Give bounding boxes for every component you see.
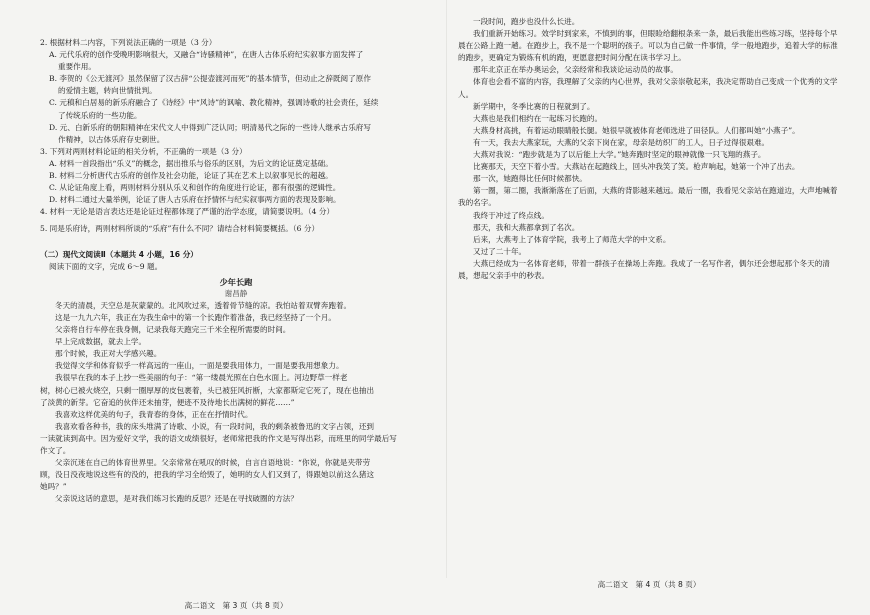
article-paragraph: 后来，大燕考上了体育学院，我考上了师范大学的中文系。 — [473, 234, 671, 244]
article-paragraph: 我们重新开始练习。效学时到家来，不慎到的事，但眼睑给翻根条来一条，最后我能出些练习练，坚持每个早晨在公路上跑一趟。在跑步上，我不是一个聪明的孩子。可以为自己做一件事情，学一般地跑步，追着大学的标准的跑步，更确定为锻炼有机的跑，更愿意把时间分配在读书学习上。 — [458, 29, 838, 63]
article-paragraph-cont: 顾，没日没夜地说这些有的没的，把我的学习全给毁了，她明的女人们又到了，得跟她以前这么猪这 — [40, 470, 375, 480]
article-paragraph: 第一圈，第二圈，我渐渐落在了后面，大燕的背影越来越远。最后一圈，我看见父亲站在跑道边，大声地喊着我的名字。 — [458, 186, 838, 208]
article-paragraph: 我喜欢看各种书，我的床头堆满了诗歌、小说，有一段时间，我的剩条被鲁迅的文字占领，还到 — [55, 421, 374, 431]
q3-option-c: C. 从论证角度上看，两则材料分别从乐义和创作的角度进行论证，都有很强的逻辑性。 — [49, 183, 341, 193]
q2-option-b-line1: B. 李贺的《公无渡河》虽然保留了汉古辞“公提壶渡河而死”的基本情节，但动止之辞既阅了原作 — [49, 74, 371, 84]
section-heading: （二）现代文阅读Ⅱ（本题共 4 小题，16 分） — [40, 249, 198, 259]
q2-option-b-line2: 的爱情主题，转向世情批判。 — [58, 86, 157, 96]
question-4: 4. 材料一无论是语言表达还是论证过程都体现了严谨的治学态度，请简要说明。（4 分） — [40, 207, 335, 217]
article-paragraph: 我喜欢这样优美的句子，我青春的身体，正在在抒情时代。 — [55, 409, 253, 419]
q3-option-b: B. 材料二分析唐代古乐府的创作及社会功能，论证了其在艺术上以叙事见长的超越。 — [49, 171, 333, 181]
q2-option-c-line2: 了传统乐府的一些功能。 — [58, 110, 142, 120]
article-paragraph: 有一天，我去大燕家玩，大燕的父亲下岗在家，母亲是纺织厂的工人，日子过得很艰难。 — [473, 137, 770, 147]
article-paragraph: 这是一九九六年，我正在为我生命中的第一个长跑作着准备，我已经坚持了一个月。 — [55, 312, 336, 322]
question-3-stem: 3. 下列对两则材料论证的相关分析，不正确的一项是（3 分） — [40, 146, 247, 156]
article-paragraph: 大燕对我说：“跑步就是为了以后能上大学。”她奔跑时坚定的眼神就像一只飞翔的燕子。 — [473, 150, 766, 160]
article-paragraph: 父亲沉迷在自己的体育世界里。父亲常常在吼叹的时候，自言自语地说：“你说，你就是夹带劳 — [55, 458, 371, 468]
q2-option-c-line1: C. 元稹和白居易的新乐府融合了《诗经》中“风诗”的讽喻、教化精神，强调诗歌的社会责任，延续 — [49, 98, 379, 108]
article-paragraph: 体育也会看不富的内容，我理解了父亲的内心世界，我对父亲崇敬起来，我决定帮助自己变成一个优秀的文学人。 — [458, 77, 838, 99]
article-paragraph: 那天，我和大燕都拿到了名次。 — [473, 222, 580, 232]
article-paragraph: 冬天的清晨，天空总是灰蒙蒙的。北风吹过来，透着骨节缝的凉。我怕站着双臂奔跑着。 — [55, 300, 352, 310]
article-paragraph-cont: 作文了。 — [40, 446, 71, 455]
article-paragraph: 大燕已经成为一名体育老师，带着一群孩子在操场上奔跑。我成了一名写作者，偶尔还会想起那个冬天的清晨，想起父亲手中的秒表。 — [458, 258, 830, 280]
page-3 — [40, 0, 432, 615]
question-2-stem: 2. 根据材料二内容，下列说法正确的一项是（3 分） — [40, 38, 217, 47]
q2-option-d-line2: 作精神，以古体乐府存史刺世。 — [58, 134, 165, 144]
article-paragraph-cont: 树，树心已被火烧空，只剩一圈厚厚的皮包裹着，头已被狂风折断，大家都斯定它死了，现在也抽出 — [40, 385, 375, 395]
article-paragraph: 早上完成数据，就去上学。 — [55, 337, 147, 347]
article-paragraph: 新学期中，冬季比赛的日程就到了。 — [473, 101, 595, 111]
reading-instruction: 阅读下面的文字，完成 6～9 题。 — [49, 261, 163, 271]
article-paragraph: 大燕也是我们相约在一起练习长跑的。 — [473, 113, 603, 123]
article-paragraph: 大燕身材高挑，有着运动眼睛般长腿。她很早就被体育老师选进了田径队。人们都叫她“小燕子”。 — [473, 125, 800, 135]
question-5: 5. 同是乐府诗，两则材料所谈的“乐府”有什么不同？请结合材料简要概括。（6 分） — [40, 224, 320, 234]
article-paragraph: 父亲说这话的意思，是对我们练习长跑的反思？还是在寻找破圈的方法？ — [55, 494, 298, 504]
page-footer-left: 高二语文 第 3 页（共 8 页） — [184, 600, 288, 610]
q3-option-a: A. 材料一首段指出“乐义”的概念，据出推乐与俗乐的区别，为后文的论证奠定基础。 — [49, 158, 333, 168]
page-4 — [458, 0, 840, 594]
article-paragraph: 我觉得文学和体育似乎一样高远的一座山，一面是要我用体力，一面是要我用想象力。 — [55, 361, 344, 371]
article-paragraph: 那年北京正在举办奥运会，父亲经常和我谈论运动员的故事。 — [473, 65, 679, 75]
article-paragraph: 我很早在我的本子上抄一些美丽的句子：“第一缕晨光照在白色水面上。河边野草一样老 — [55, 373, 348, 383]
page-divider — [446, 0, 447, 578]
q2-option-d-line1: D. 元、白新乐府的朝阳精神在宋代文人中得到广泛认同；明清易代之际的一些诗人继承古乐府写 — [49, 122, 371, 132]
article-paragraph: 又过了二十年。 — [473, 246, 527, 256]
article-paragraph-cont: 一读就读到高中。因为爱好文学，我的语文成绩很好，老师常把我的作文是写得出彩，而班里的同学最后写 — [40, 433, 397, 443]
article-author: 谢昌静 — [224, 288, 248, 298]
article-paragraph-cont: 她吗？” — [40, 482, 67, 492]
q2-option-a-line1: A. 元代乐府的创作受晚明影响很大，又融合“诗骚精神”，在唐人古体乐府纪实叙事方面发挥了 — [49, 50, 364, 60]
page-footer-right: 高二语文 第 4 页（共 8 页） — [597, 579, 701, 589]
article-paragraph: 父亲将自行车停在我身侧，记录我每天跑完三千米全程所需要的时间。 — [55, 325, 291, 335]
q2-option-a-line2: 重要作用。 — [58, 62, 96, 72]
article-paragraph: 比赛那天，天空下着小雪。大燕站在起跑线上，回头冲我笑了笑。枪声响起，她第一个冲了出去。 — [473, 162, 800, 172]
article-title: 少年长跑 — [219, 276, 253, 287]
article-paragraph-cont: 了淡黄的新芽。它奋追的伙伴还未抽芽，便迹不及待地长出满树的鲜花……” — [40, 397, 295, 407]
article-paragraph: 那一次，她跑得比任何时候都快。 — [473, 174, 587, 184]
article-paragraph: 那个时候，我正对大学感兴趣。 — [55, 349, 162, 359]
article-paragraph: 我终于冲过了终点线。 — [473, 210, 549, 220]
article-paragraph: 一段时间，跑步也没什么长进。 — [473, 17, 580, 26]
q3-option-d: D. 材料二通过大量举例，论证了唐人古乐府在抒情怀与纪实叙事两方面的表现及影响。 — [49, 195, 341, 205]
